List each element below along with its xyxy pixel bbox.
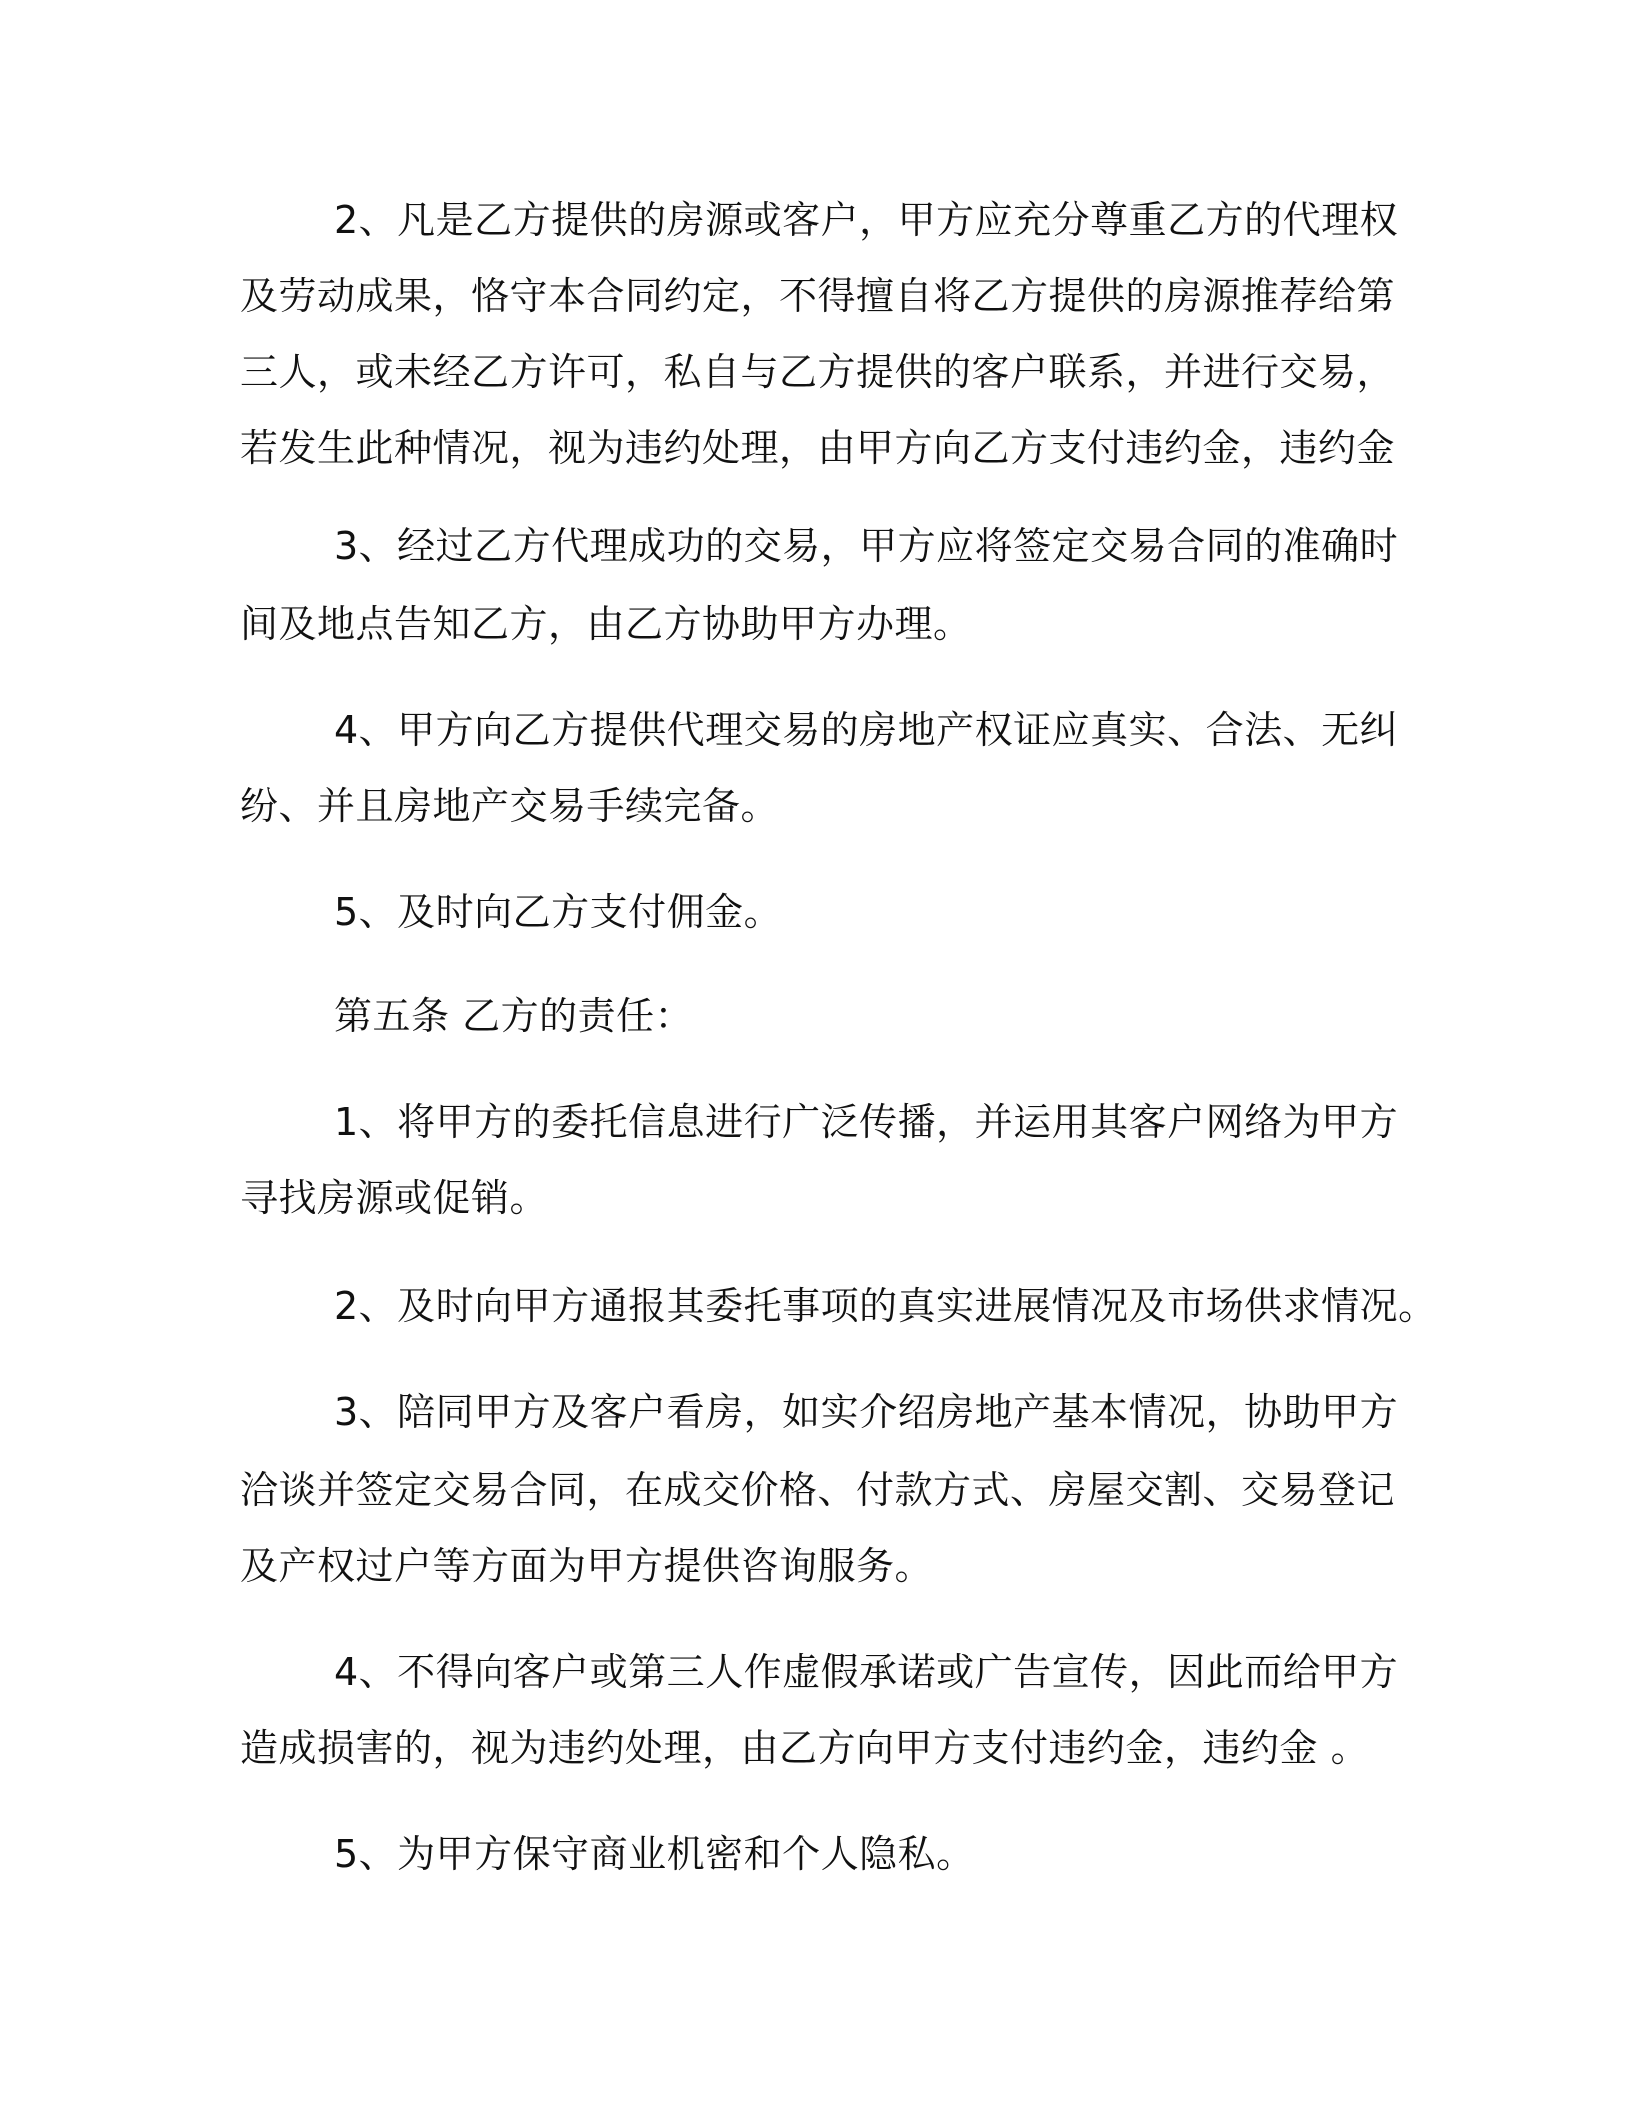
- text-line: 三人，或未经乙方许可，私自与乙方提供的客户联系，并进行交易，: [240, 350, 1396, 394]
- text-line: 造成损害的，视为违约处理，由乙方向甲方支付违约金，违约金 。: [240, 1726, 1370, 1770]
- text-line: 寻找房源或促销。: [240, 1176, 549, 1220]
- text-line: 4、甲方向乙方提供代理交易的房地产权证应真实、合法、无纠: [334, 708, 1399, 752]
- text-line: 及劳动成果，恪守本合同约定，不得擅自将乙方提供的房源推荐给第: [240, 274, 1396, 318]
- text-line: 5、及时向乙方支付佣金。: [334, 890, 783, 934]
- text-line: 2、凡是乙方提供的房源或客户，甲方应充分尊重乙方的代理权: [334, 198, 1399, 242]
- text-line: 2、及时向甲方通报其委托事项的真实进展情况及市场供求情况。: [334, 1284, 1437, 1328]
- text-line: 3、陪同甲方及客户看房，如实介绍房地产基本情况，协助甲方: [334, 1390, 1399, 1434]
- section-heading: 第五条 乙方的责任：: [334, 994, 694, 1038]
- text-line: 纷、并且房地产交易手续完备。: [240, 784, 780, 828]
- text-line: 若发生此种情况，视为违约处理，由甲方向乙方支付违约金，违约金: [240, 426, 1396, 470]
- text-line: 及产权过户等方面为甲方提供咨询服务。: [240, 1544, 934, 1588]
- text-line: 5、为甲方保守商业机密和个人隐私。: [334, 1832, 975, 1876]
- text-line: 洽谈并签定交易合同，在成交价格、付款方式、房屋交割、交易登记: [240, 1468, 1396, 1512]
- text-line: 1、将甲方的委托信息进行广泛传播，并运用其客户网络为甲方: [334, 1100, 1399, 1144]
- text-line: 间及地点告知乙方，由乙方协助甲方办理。: [240, 602, 972, 646]
- text-line: 3、经过乙方代理成功的交易，甲方应将签定交易合同的准确时: [334, 524, 1399, 568]
- text-line: 4、不得向客户或第三人作虚假承诺或广告宣传，因此而给甲方: [334, 1650, 1399, 1694]
